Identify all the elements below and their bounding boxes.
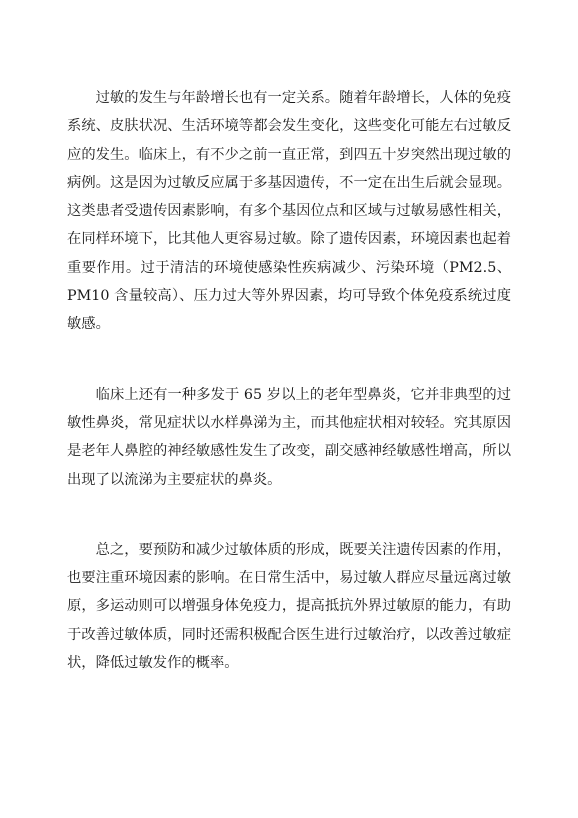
document-body (67, 84, 511, 677)
paragraph-age-and-allergy: 过敏的发生与年龄增长也有一定关系。随着年龄增长，人体的免疫系统、皮肤状况、生活环境等都会发生变化，这些变化可能左右过敏反应的发生。临床上，有不少之前一直正常，到四五十岁突然出现过敏的病例。这是因为过敏反应属于多基因遗传，不一定在出生后就会显现。这类患者受遗传因素影响，有多个基因位点和区域与过敏易感性相关，在同样环境下，比其他人更容易过敏。除了遗传因素，环境因素也起着重要作用。过于清洁的环境使感染性疾病减少、污染环境（PM2.5、PM10 含量较高）、压力过大等外界因素，均可导致个体免疫系统过度敏感。 (67, 90, 511, 333)
paragraph-conclusion: 总之，要预防和减少过敏体质的形成，既要关注遗传因素的作用，也要注重环境因素的影响。在日常生活中，易过敏人群应尽量远离过敏原，多运动则可以增强身体免疫力，提高抵抗外界过敏原的能力，有助于改善过敏体质，同时还需积极配合医生进行过敏治疗，以改善过敏症状，降低过敏发作的概率。 (67, 541, 511, 672)
paragraph-elderly-rhinitis: 临床上还有一种多发于 65 岁以上的老年型鼻炎，它并非典型的过敏性鼻炎，常见症状以水样鼻涕为主，而其他症状相对较轻。究其原因是老年人鼻腔的神经敏感性发生了改变，副交感神经敏感性增高，所以出现了以流涕为主要症状的鼻炎。 (67, 386, 511, 488)
